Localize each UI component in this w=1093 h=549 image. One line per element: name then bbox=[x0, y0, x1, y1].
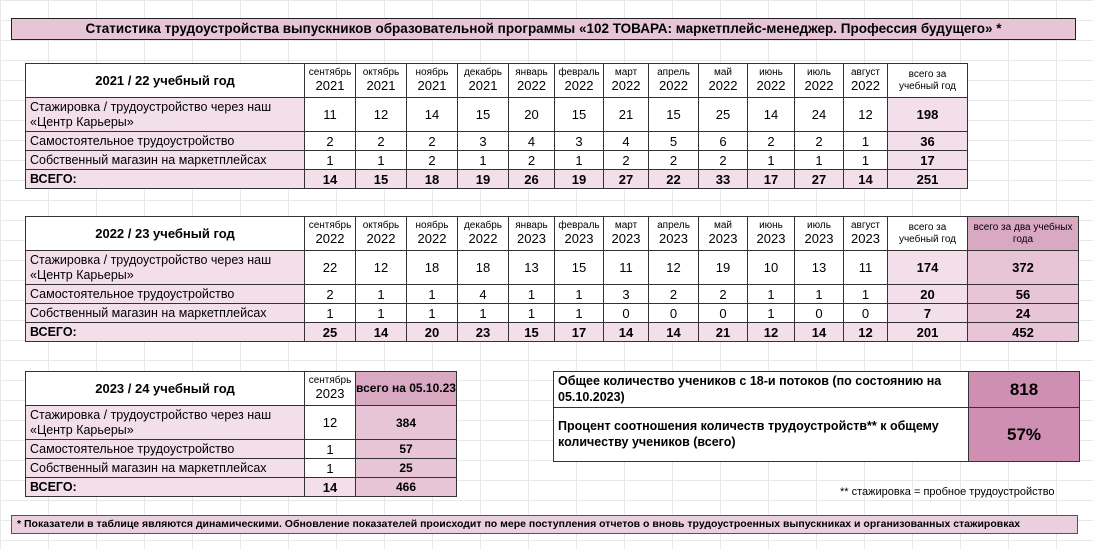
year-header: 2022 / 23 учебный год bbox=[26, 217, 305, 251]
row-label: Стажировка / трудоустройство через наш «Центр Карьеры» bbox=[26, 406, 305, 440]
month-header: январь 2022 bbox=[509, 64, 555, 98]
cell: 1 bbox=[748, 304, 795, 323]
cell: 11 bbox=[604, 251, 649, 285]
students-count-label: Общее количество учеников с 18-и потоков (по состоянию на 05.10.2023) bbox=[554, 372, 969, 408]
month-header: июль 2022 bbox=[795, 64, 844, 98]
two-year-total-cell: 24 bbox=[968, 304, 1079, 323]
year-header: 2023 / 24 учебный год bbox=[26, 372, 305, 406]
cell: 3 bbox=[458, 132, 509, 151]
total-cell: 33 bbox=[699, 170, 748, 189]
cell: 1 bbox=[305, 304, 356, 323]
cell: 20 bbox=[509, 98, 555, 132]
row-label: Самостоятельное трудоустройство bbox=[26, 132, 305, 151]
cell: 24 bbox=[795, 98, 844, 132]
internship-note: ** стажировка = пробное трудоустройство bbox=[840, 486, 1055, 498]
total-cell: 19 bbox=[555, 170, 604, 189]
cell: 2 bbox=[699, 285, 748, 304]
cell: 3 bbox=[555, 132, 604, 151]
cell: 1 bbox=[509, 285, 555, 304]
cell: 0 bbox=[649, 304, 699, 323]
two-year-total-cell: 452 bbox=[968, 323, 1079, 342]
summary-box bbox=[553, 371, 1080, 462]
cell: 2 bbox=[305, 285, 356, 304]
cell: 4 bbox=[604, 132, 649, 151]
total-row bbox=[26, 478, 457, 497]
row-label: Собственный магазин на маркетплейсах bbox=[26, 459, 305, 478]
month-header: март 2023 bbox=[604, 217, 649, 251]
cell: 1 bbox=[305, 151, 356, 170]
cell: 2 bbox=[795, 132, 844, 151]
month-header: июнь 2022 bbox=[748, 64, 795, 98]
month-header: сентябрь 2021 bbox=[305, 64, 356, 98]
total-cell: 15 bbox=[356, 170, 407, 189]
month-header: март 2022 bbox=[604, 64, 649, 98]
cell: 2 bbox=[407, 132, 458, 151]
period-total-cell: 57 bbox=[356, 440, 457, 459]
cell: 0 bbox=[699, 304, 748, 323]
cell: 1 bbox=[356, 285, 407, 304]
cell: 1 bbox=[555, 285, 604, 304]
cell: 12 bbox=[305, 406, 356, 440]
total-cell: 14 bbox=[305, 478, 356, 497]
table-2021-22 bbox=[25, 63, 968, 189]
cell: 18 bbox=[458, 251, 509, 285]
total-cell: 26 bbox=[509, 170, 555, 189]
month-header: февраль 2022 bbox=[555, 64, 604, 98]
period-total-header: всего на 05.10.23 bbox=[356, 372, 457, 406]
month-header: декабрь 2021 bbox=[458, 64, 509, 98]
total-cell: 21 bbox=[699, 323, 748, 342]
cell: 14 bbox=[407, 98, 458, 132]
cell: 2 bbox=[509, 151, 555, 170]
cell: 2 bbox=[649, 151, 699, 170]
year-total-header: всего за учебный год bbox=[888, 64, 968, 98]
cell: 1 bbox=[748, 151, 795, 170]
cell: 13 bbox=[509, 251, 555, 285]
cell: 1 bbox=[844, 132, 888, 151]
cell: 12 bbox=[356, 251, 407, 285]
total-cell: 27 bbox=[795, 170, 844, 189]
table-row bbox=[26, 459, 457, 478]
month-header: май 2022 bbox=[699, 64, 748, 98]
row-label: Самостоятельное трудоустройство bbox=[26, 285, 305, 304]
cell: 11 bbox=[305, 98, 356, 132]
cell: 2 bbox=[305, 132, 356, 151]
cell: 15 bbox=[649, 98, 699, 132]
cell: 1 bbox=[795, 151, 844, 170]
year-total-cell: 201 bbox=[888, 323, 968, 342]
cell: 1 bbox=[305, 440, 356, 459]
footnote: * Показатели в таблице являются динамическими. Обновление показателей происходит по мере поступления отчетов о вновь трудоустроенных выпускниках и организованных стажировках bbox=[11, 515, 1078, 534]
cell: 6 bbox=[699, 132, 748, 151]
total-cell: 14 bbox=[795, 323, 844, 342]
cell: 15 bbox=[458, 98, 509, 132]
cell: 4 bbox=[458, 285, 509, 304]
cell: 2 bbox=[699, 151, 748, 170]
cell: 2 bbox=[649, 285, 699, 304]
cell: 5 bbox=[649, 132, 699, 151]
cell: 22 bbox=[305, 251, 356, 285]
cell: 1 bbox=[407, 285, 458, 304]
two-year-total-cell: 56 bbox=[968, 285, 1079, 304]
cell: 18 bbox=[407, 251, 458, 285]
table-header-row bbox=[26, 217, 1079, 251]
cell: 12 bbox=[649, 251, 699, 285]
month-header: декабрь 2022 bbox=[458, 217, 509, 251]
employment-percent-label: Процент соотношения количеств трудоустройств** к общему количеству учеников (всего) bbox=[554, 408, 969, 462]
total-cell: 22 bbox=[649, 170, 699, 189]
month-header: февраль 2023 bbox=[555, 217, 604, 251]
total-cell: 17 bbox=[555, 323, 604, 342]
page-title: Статистика трудоустройства выпускников образовательной программы «102 ТОВАРА: маркетплейс-менеджер. Профессия будущего» * bbox=[11, 18, 1076, 40]
month-header: сентябрь 2022 bbox=[305, 217, 356, 251]
cell: 13 bbox=[795, 251, 844, 285]
cell: 1 bbox=[458, 151, 509, 170]
total-cell: 14 bbox=[305, 170, 356, 189]
period-total-cell: 466 bbox=[356, 478, 457, 497]
year-total-cell: 36 bbox=[888, 132, 968, 151]
year-total-cell: 17 bbox=[888, 151, 968, 170]
cell: 15 bbox=[555, 98, 604, 132]
cell: 21 bbox=[604, 98, 649, 132]
table-row bbox=[26, 98, 968, 132]
total-cell: 20 bbox=[407, 323, 458, 342]
cell: 15 bbox=[555, 251, 604, 285]
year-total-cell: 7 bbox=[888, 304, 968, 323]
cell: 4 bbox=[509, 132, 555, 151]
row-label: Самостоятельное трудоустройство bbox=[26, 440, 305, 459]
cell: 19 bbox=[699, 251, 748, 285]
cell: 2 bbox=[604, 151, 649, 170]
table-row bbox=[26, 151, 968, 170]
total-cell: 15 bbox=[509, 323, 555, 342]
cell: 11 bbox=[844, 251, 888, 285]
table-row bbox=[26, 440, 457, 459]
year-total-cell: 198 bbox=[888, 98, 968, 132]
table-header-row bbox=[26, 64, 968, 98]
cell: 2 bbox=[748, 132, 795, 151]
month-header: май 2023 bbox=[699, 217, 748, 251]
total-label: ВСЕГО: bbox=[26, 478, 305, 497]
table-row bbox=[26, 304, 1079, 323]
cell: 1 bbox=[458, 304, 509, 323]
cell: 10 bbox=[748, 251, 795, 285]
table-row bbox=[26, 285, 1079, 304]
total-cell: 12 bbox=[844, 323, 888, 342]
month-header: август 2022 bbox=[844, 64, 888, 98]
cell: 14 bbox=[748, 98, 795, 132]
month-header: июль 2023 bbox=[795, 217, 844, 251]
total-cell: 17 bbox=[748, 170, 795, 189]
table-2022-23 bbox=[25, 216, 1079, 342]
total-row bbox=[26, 170, 968, 189]
total-cell: 19 bbox=[458, 170, 509, 189]
total-cell: 14 bbox=[844, 170, 888, 189]
total-cell: 14 bbox=[604, 323, 649, 342]
cell: 0 bbox=[795, 304, 844, 323]
period-total-cell: 384 bbox=[356, 406, 457, 440]
cell: 1 bbox=[844, 285, 888, 304]
total-cell: 18 bbox=[407, 170, 458, 189]
two-year-total-header: всего за два учебных года bbox=[968, 217, 1079, 251]
total-cell: 27 bbox=[604, 170, 649, 189]
cell: 1 bbox=[407, 304, 458, 323]
total-cell: 25 bbox=[305, 323, 356, 342]
cell: 2 bbox=[356, 132, 407, 151]
total-cell: 14 bbox=[649, 323, 699, 342]
row-label: Собственный магазин на маркетплейсах bbox=[26, 304, 305, 323]
month-header: апрель 2023 bbox=[649, 217, 699, 251]
month-header: октябрь 2022 bbox=[356, 217, 407, 251]
row-label: Стажировка / трудоустройство через наш «Центр Карьеры» bbox=[26, 251, 305, 285]
year-total-cell: 251 bbox=[888, 170, 968, 189]
cell: 1 bbox=[844, 151, 888, 170]
month-header: ноябрь 2021 bbox=[407, 64, 458, 98]
cell: 3 bbox=[604, 285, 649, 304]
cell: 1 bbox=[555, 304, 604, 323]
month-header: январь 2023 bbox=[509, 217, 555, 251]
cell: 25 bbox=[699, 98, 748, 132]
year-total-cell: 174 bbox=[888, 251, 968, 285]
cell: 12 bbox=[356, 98, 407, 132]
students-count-value: 818 bbox=[969, 372, 1080, 408]
cell: 0 bbox=[604, 304, 649, 323]
cell: 1 bbox=[795, 285, 844, 304]
table-row bbox=[26, 132, 968, 151]
total-label: ВСЕГО: bbox=[26, 323, 305, 342]
year-total-cell: 20 bbox=[888, 285, 968, 304]
table-header-row bbox=[26, 372, 457, 406]
cell: 1 bbox=[555, 151, 604, 170]
total-cell: 14 bbox=[356, 323, 407, 342]
month-header: апрель 2022 bbox=[649, 64, 699, 98]
table-2023-24 bbox=[25, 371, 457, 497]
month-header: сентябрь 2023 bbox=[305, 372, 356, 406]
row-label: Стажировка / трудоустройство через наш «Центр Карьеры» bbox=[26, 98, 305, 132]
cell: 1 bbox=[748, 285, 795, 304]
row-label: Собственный магазин на маркетплейсах bbox=[26, 151, 305, 170]
employment-percent-value: 57% bbox=[969, 408, 1080, 462]
total-label: ВСЕГО: bbox=[26, 170, 305, 189]
total-row bbox=[26, 323, 1079, 342]
month-header: июнь 2023 bbox=[748, 217, 795, 251]
two-year-total-cell: 372 bbox=[968, 251, 1079, 285]
cell: 1 bbox=[305, 459, 356, 478]
table-row bbox=[26, 251, 1079, 285]
cell: 0 bbox=[844, 304, 888, 323]
cell: 1 bbox=[509, 304, 555, 323]
period-total-cell: 25 bbox=[356, 459, 457, 478]
total-cell: 12 bbox=[748, 323, 795, 342]
total-cell: 23 bbox=[458, 323, 509, 342]
cell: 1 bbox=[356, 151, 407, 170]
year-header: 2021 / 22 учебный год bbox=[26, 64, 305, 98]
cell: 1 bbox=[356, 304, 407, 323]
month-header: ноябрь 2022 bbox=[407, 217, 458, 251]
month-header: август 2023 bbox=[844, 217, 888, 251]
cell: 2 bbox=[407, 151, 458, 170]
table-row bbox=[26, 406, 457, 440]
cell: 12 bbox=[844, 98, 888, 132]
year-total-header: всего за учебный год bbox=[888, 217, 968, 251]
month-header: октябрь 2021 bbox=[356, 64, 407, 98]
